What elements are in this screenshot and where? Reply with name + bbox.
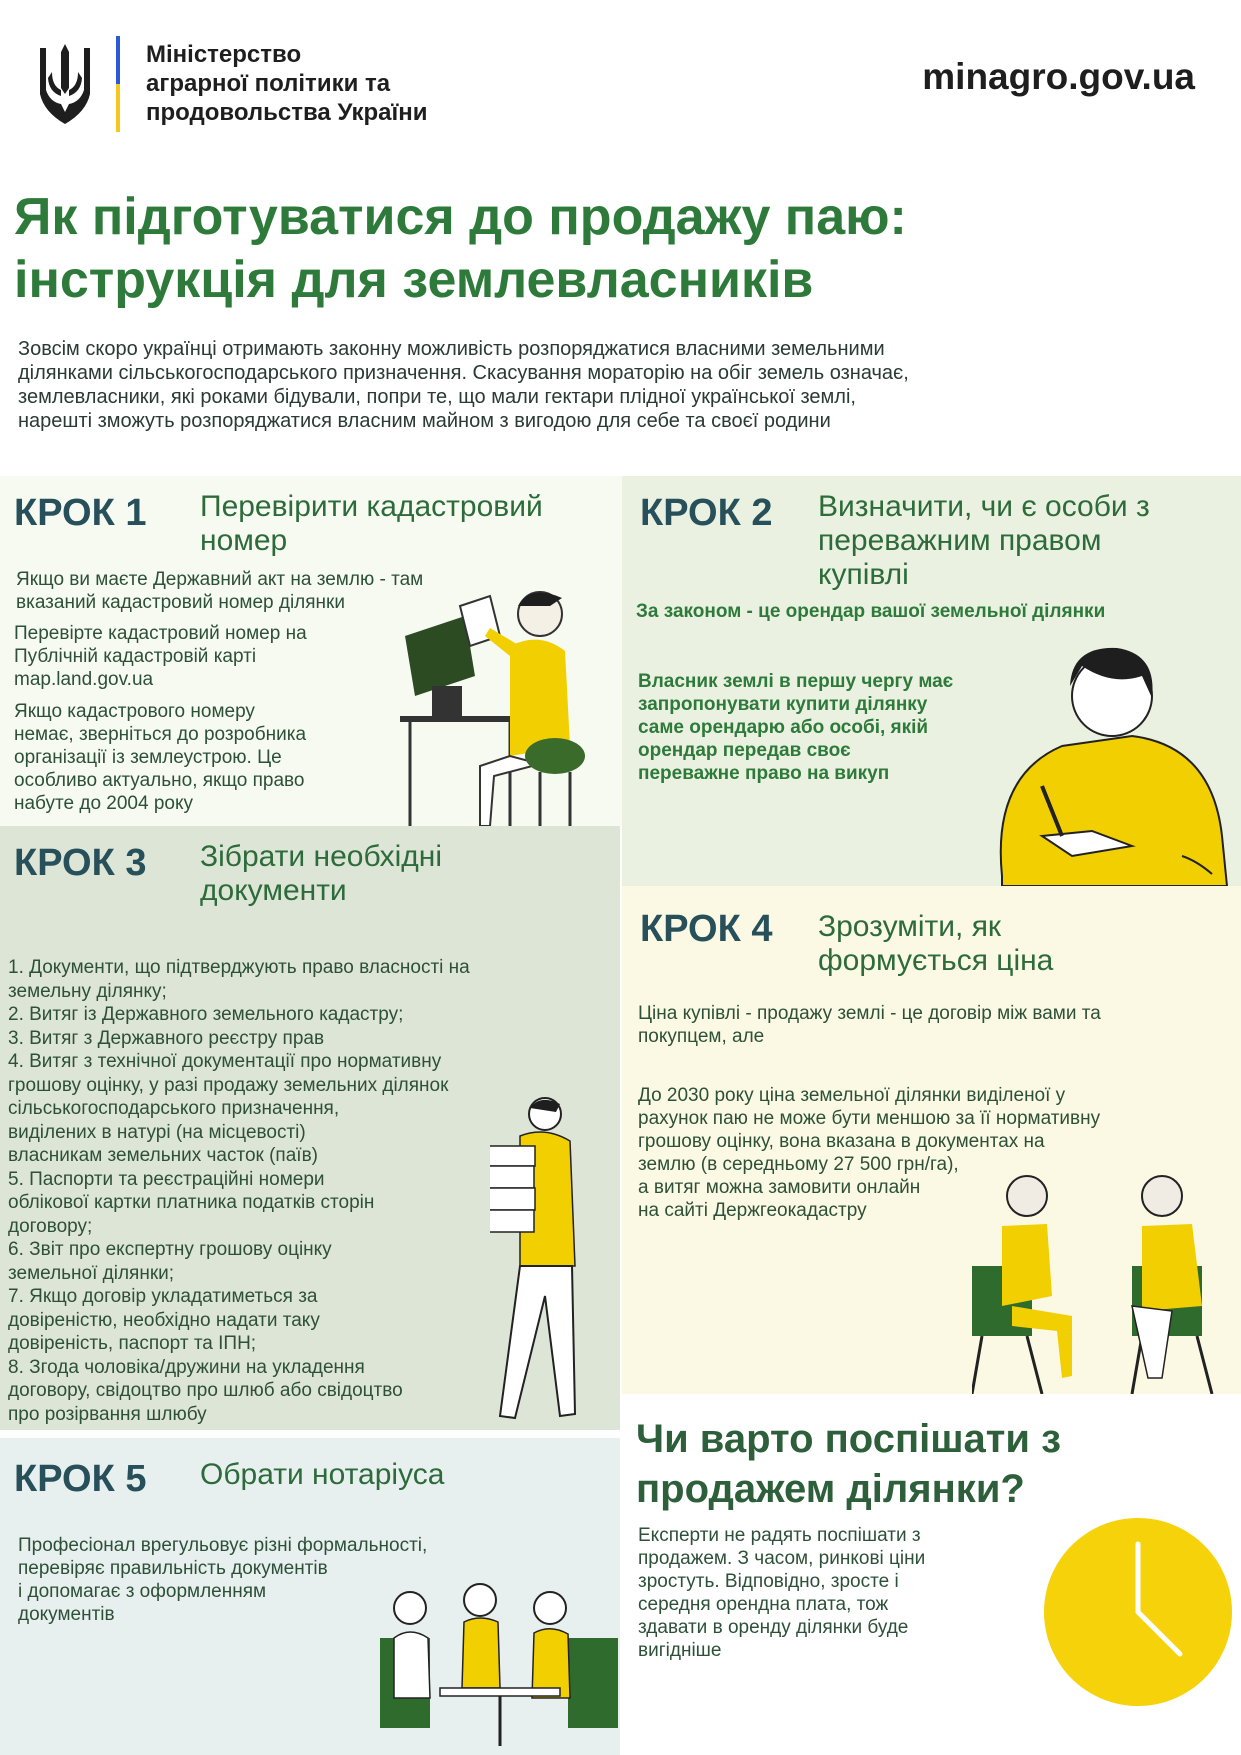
list-line: 6. Звіт про експертну грошову оцінку [8, 1239, 332, 1260]
site-link[interactable]: minagro.gov.ua [922, 56, 1195, 97]
hurry-panel [622, 1394, 1241, 1755]
step5-title [200, 1458, 444, 1492]
list-line: виділених в натурі (на місцевості) [8, 1121, 306, 1143]
two-elders-talking-illustration [972, 1166, 1240, 1394]
text-line: Ціна купівлі - продажу землі - це договір між вами та [638, 1003, 1101, 1024]
list-line: 3. Витяг з Державного реєстру прав [8, 1027, 325, 1049]
ministry-name [146, 40, 427, 127]
list-line: сільськогосподарського призначення, [8, 1098, 340, 1119]
text-line: вигідніше [638, 1640, 722, 1661]
step3-title-line: Зібрати необхідні [200, 840, 443, 873]
step3-document-list [8, 956, 470, 1426]
page-title [14, 186, 907, 312]
intro-line: Зовсім скоро українці отримають законну можливість розпоряджатися власними земельними [18, 338, 885, 360]
list-line: земельну ділянку; [8, 980, 167, 1002]
step1-text-3 [14, 700, 306, 815]
step4-title [818, 910, 1053, 978]
list-line: довіреністю, необхідно надати таку [8, 1309, 320, 1331]
text-line: запропонувати купити ділянку [638, 694, 928, 715]
step2-title-line: Визначити, чи є особи з [818, 490, 1150, 523]
step1-text-2 [14, 622, 307, 691]
list-line: 2. Витяг із Державного земельного кадастру; [8, 1004, 404, 1025]
ministry-line: аграрної політики та [146, 70, 391, 97]
clock-icon [1040, 1514, 1236, 1710]
step5-panel [0, 1438, 620, 1755]
text-line: Експерти не радять поспішати з [638, 1525, 921, 1546]
hurry-title [636, 1414, 1061, 1514]
trident-emblem-icon [36, 42, 94, 126]
step4-title-line: формується ціна [818, 944, 1054, 977]
list-line: 5. Паспорти та реєстраційні номери [8, 1168, 325, 1190]
ministry-line: Міністерство [146, 41, 302, 68]
step1-title-line: номер [200, 524, 288, 557]
step2-title-line: купівлі [818, 558, 909, 591]
text-line: переважне право на викуп [638, 763, 890, 784]
list-line: земельної ділянки; [8, 1262, 175, 1284]
text-line: немає, зверніться до розробника [14, 724, 307, 745]
step5-label: КРОК 5 [14, 1458, 147, 1500]
step5-title-line: Обрати нотаріуса [200, 1458, 445, 1491]
step5-text [18, 1534, 427, 1626]
text-line: грошову оцінку, вона вказана в документах на [638, 1131, 1045, 1152]
intro-text [18, 337, 1218, 433]
text-line: Перевірте кадастровий номер на [14, 623, 307, 644]
notary-meeting-illustration [380, 1578, 618, 1746]
step2-text [638, 670, 953, 785]
text-line: рахунок паю не може бути меншою за її нормативну [638, 1108, 1101, 1129]
text-line: організації із землеустрою. Це [14, 747, 282, 768]
text-line: саме орендарю або особі, якій [638, 717, 929, 738]
step2-title [818, 490, 1150, 592]
hurry-title-line: продажем ділянки? [636, 1467, 1025, 1511]
text-line: орендар передав своє [638, 740, 851, 761]
text-line: Власник землі в першу чергу має [638, 671, 954, 692]
hurry-text [638, 1524, 925, 1662]
text-line: вказаний кадастровий номер ділянки [16, 592, 345, 613]
text-line: на сайті Держгеокадастру [638, 1200, 867, 1221]
list-line: грошову оцінку, у разі продажу земельних ділянок [8, 1074, 449, 1096]
list-line: 8. Згода чоловіка/дружини на укладення [8, 1356, 365, 1378]
list-line: довіреність, паспорт та ІПН; [8, 1333, 257, 1354]
list-line: 1. Документи, що підтверджують право власності на [8, 957, 470, 978]
list-line: договору; [8, 1215, 93, 1237]
title-line: інструкція для землевласників [14, 251, 814, 309]
step1-title-line: Перевірити кадастровий [200, 490, 543, 523]
text-line: Якщо ви маєте Державний акт на землю - там [16, 569, 424, 590]
step4-title-line: Зрозуміти, як [818, 910, 1002, 943]
text-line: До 2030 року ціна земельної ділянки виділеної у [638, 1085, 1066, 1106]
text-line: Професіонал врегульовує різні формальності, [18, 1535, 428, 1556]
title-line: Як підготуватися до продажу паю: [14, 188, 907, 246]
intro-line: землевласники, які роками бідували, попри те, що мали гектари плідної української землі, [18, 386, 856, 408]
text-line: покупцем, але [638, 1026, 765, 1047]
person-carrying-documents-illustration [490, 1096, 618, 1430]
step3-title-line: документи [200, 874, 347, 907]
text-line: Публічній кадастровій карті [14, 646, 257, 667]
list-line: 4. Витяг з технічної документації про нормативну [8, 1051, 442, 1072]
text-line: здавати в оренду ділянки буде [638, 1617, 909, 1638]
step3-title [200, 840, 442, 908]
step3-label: КРОК 3 [14, 842, 147, 884]
flag-bar [116, 36, 120, 132]
list-line: власникам земельних часток (паїв) [8, 1145, 318, 1166]
text-line: зростуть. Відповідно, зросте і [638, 1571, 899, 1592]
step2-subtitle: За законом - це орендар вашої земельної ділянки [636, 601, 1106, 622]
text-line: map.land.gov.ua [14, 669, 154, 690]
step4-text-1 [638, 1002, 1101, 1048]
text-line: особливо актуально, якщо право [14, 770, 305, 791]
step1-title [200, 490, 543, 558]
ministry-line: продовольства України [146, 99, 428, 126]
intro-line: нарешті зможуть розпоряджатися власним майном з вигодою для себе та своєї родини [18, 410, 831, 432]
text-line: середня орендна плата, тож [638, 1594, 889, 1615]
computer-worker-illustration [390, 576, 620, 826]
step4-label: КРОК 4 [640, 908, 773, 950]
step2-title-line: переважним правом [818, 524, 1102, 557]
text-line: перевіряє правильність документів [18, 1558, 328, 1579]
signing-man-illustration [982, 636, 1240, 886]
list-line: договору, свідоцтво про шлюб або свідоцтво [8, 1380, 403, 1401]
text-line: і допомагає з оформленням [18, 1581, 267, 1602]
step3-panel [0, 826, 620, 1430]
text-line: Якщо кадастрового номеру [14, 701, 255, 722]
step2-panel [622, 476, 1241, 886]
step4-panel [622, 886, 1241, 1394]
hurry-title-line: Чи варто поспішати з [636, 1417, 1061, 1461]
intro-line: ділянками сільськогосподарського призначення. Скасування мораторію на обіг земель означає, [18, 362, 909, 384]
text-line: землю (в середньому 27 500 грн/га), [638, 1154, 959, 1175]
text-line: документів [18, 1604, 115, 1625]
text-line: а витяг можна замовити онлайн [638, 1177, 921, 1198]
step1-text-1 [16, 568, 423, 614]
list-line: про розірвання шлюбу [8, 1403, 207, 1425]
step1-panel [0, 476, 622, 826]
step1-label: КРОК 1 [14, 492, 147, 534]
text-line: набуте до 2004 року [14, 793, 193, 814]
step2-label: КРОК 2 [640, 492, 773, 534]
list-line: облікової картки платника податків сторін [8, 1192, 375, 1213]
list-line: 7. Якщо договір укладатиметься за [8, 1286, 318, 1307]
text-line: продажем. З часом, ринкові ціни [638, 1548, 926, 1569]
